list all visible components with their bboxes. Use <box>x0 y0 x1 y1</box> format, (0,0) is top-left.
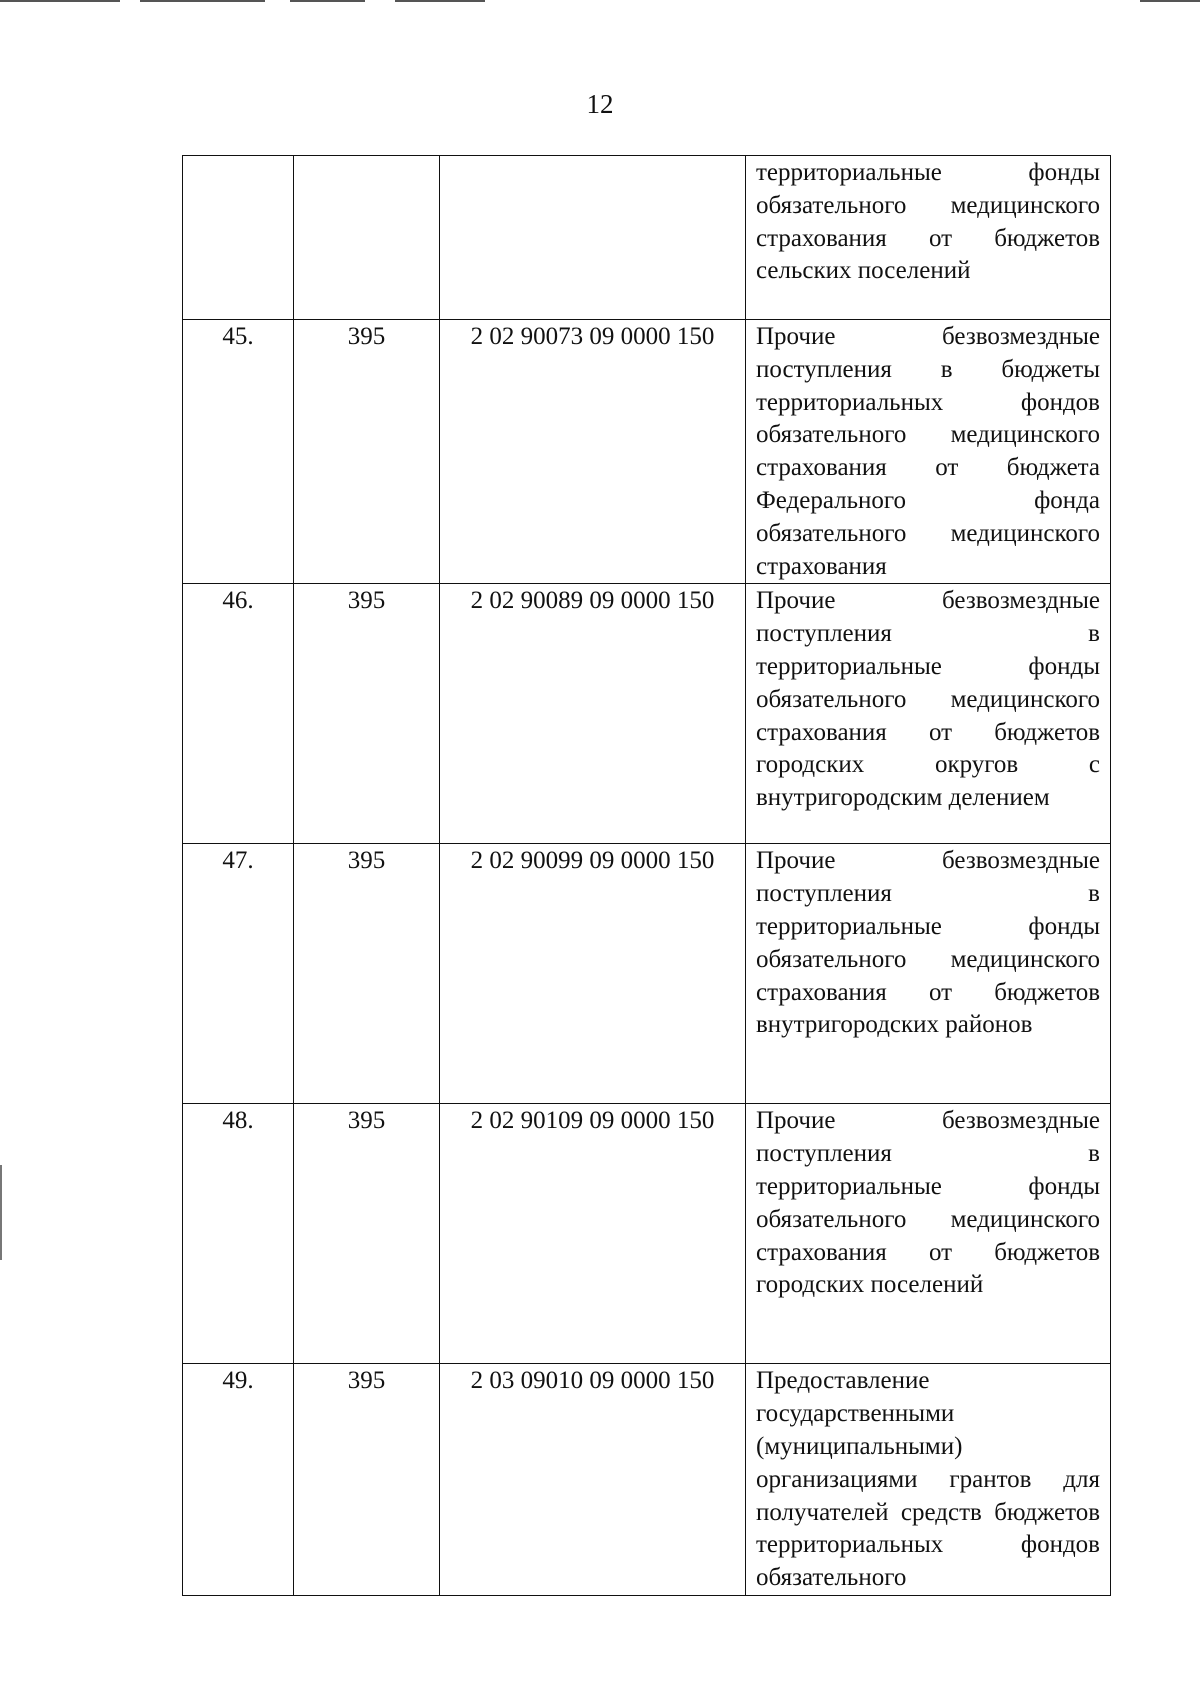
revenue-name-cell <box>746 320 1111 584</box>
scan-edge-mark <box>290 0 365 2</box>
page-number: 12 <box>586 89 614 119</box>
table-row <box>183 584 1111 844</box>
scan-edge-mark <box>140 0 265 2</box>
revenue-code: 2 02 90089 09 0000 150 <box>470 587 715 615</box>
revenue-code <box>440 156 745 157</box>
revenue-name-cell <box>746 156 1111 320</box>
admin-code <box>294 156 439 157</box>
row-number-cell <box>183 1104 294 1364</box>
admin-code: 395 <box>347 323 386 350</box>
admin-code-cell <box>294 1104 440 1364</box>
admin-code-cell <box>294 320 440 584</box>
row-number: 47. <box>222 847 254 875</box>
revenue-name-cell <box>746 1104 1111 1364</box>
row-number: 49. <box>222 1367 254 1395</box>
row-number-cell <box>183 156 294 320</box>
scan-edge-mark <box>1140 0 1200 2</box>
revenue-code-cell <box>440 584 746 844</box>
table-row <box>183 844 1111 1104</box>
revenue-code-cell <box>440 156 746 320</box>
revenue-name: Прочие безвозмездные поступления в территориальные фонды обязательного медицинского страхования от бюджетов внутригородских районов <box>756 847 1100 1039</box>
table-row <box>183 320 1111 584</box>
admin-code-cell <box>294 844 440 1104</box>
row-number <box>183 156 293 157</box>
scan-edge-mark <box>395 0 485 2</box>
row-number: 45. <box>222 323 254 350</box>
admin-code: 395 <box>347 587 386 615</box>
revenue-name: Прочие безвозмездные поступления в территориальные фонды обязательного медицинского страхования от бюджетов городских округов с внутригородским делением <box>756 587 1100 812</box>
table-row <box>183 156 1111 320</box>
admin-code: 395 <box>347 847 386 875</box>
revenue-name: Предоставление государственными (муниципальными) организациями грантов для получателей средств бюджетов территориальных фондов обязательного <box>756 1367 1100 1592</box>
row-number: 46. <box>222 587 254 615</box>
row-number-cell <box>183 844 294 1104</box>
admin-code: 395 <box>347 1367 386 1395</box>
admin-code-cell <box>294 584 440 844</box>
document-table <box>182 155 1111 1596</box>
row-number-cell <box>183 1364 294 1596</box>
row-number-cell <box>183 320 294 584</box>
revenue-code-cell <box>440 320 746 584</box>
admin-code-cell <box>294 1364 440 1596</box>
scan-left-mark <box>0 1165 2 1260</box>
admin-code-cell <box>294 156 440 320</box>
revenue-name: территориальные фонды обязательного медицинского страхования от бюджетов сельских поселений <box>756 159 1100 285</box>
revenue-name-cell <box>746 584 1111 844</box>
row-number-cell <box>183 584 294 844</box>
row-number: 48. <box>222 1107 254 1135</box>
admin-code: 395 <box>347 1107 386 1135</box>
revenue-name: Прочие безвозмездные поступления в территориальные фонды обязательного медицинского страхования от бюджетов городских поселений <box>756 1107 1100 1299</box>
table-row <box>183 1104 1111 1364</box>
revenue-name-cell <box>746 1364 1111 1596</box>
revenue-code-cell <box>440 844 746 1104</box>
table-row <box>183 1364 1111 1596</box>
revenue-code: 2 02 90109 09 0000 150 <box>470 1107 715 1135</box>
scan-edge-mark <box>0 0 120 2</box>
revenue-name-cell <box>746 844 1111 1104</box>
revenue-code-cell <box>440 1364 746 1596</box>
revenue-name: Прочие безвозмездные поступления в бюджеты территориальных фондов обязательного медицинского страхования от бюджета Федерального фонда обязательного медицинского страхования <box>756 323 1100 580</box>
revenue-code: 2 02 90073 09 0000 150 <box>470 323 715 350</box>
revenue-code: 2 02 90099 09 0000 150 <box>470 847 715 875</box>
revenue-code-cell <box>440 1104 746 1364</box>
revenue-code: 2 03 09010 09 0000 150 <box>470 1367 715 1395</box>
